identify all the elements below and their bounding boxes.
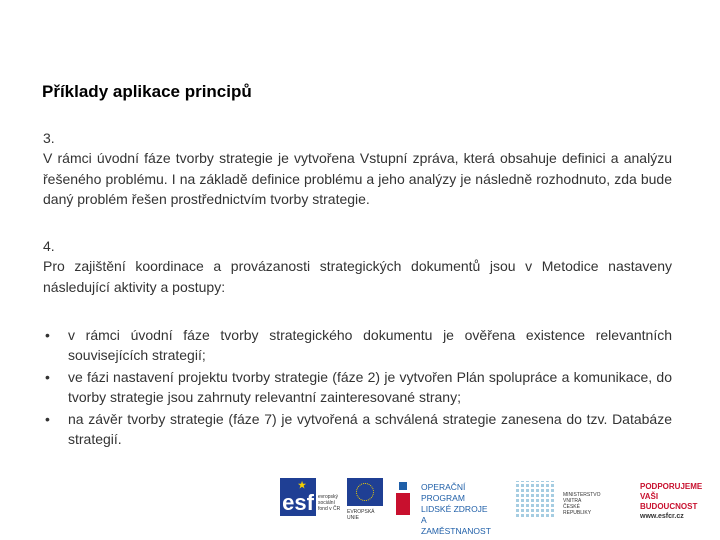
section-number: 4. — [43, 238, 55, 254]
op-text: OPERAČNÍ PROGRAM LIDSKÉ ZDROJE A ZAMĚSTNANOST — [421, 482, 491, 536]
section-text: Pro zajištění koordinace a provázanosti strategických dokumentů jsou v Metodice nastaveny následující aktivity a postupy: — [43, 258, 672, 295]
section-3 — [43, 128, 672, 209]
slogan: PODPORUJEME VAŠI BUDOUCNOST www.esfcr.cz — [640, 482, 703, 520]
section-number: 3. — [43, 130, 55, 146]
esf-text: evropský sociální fond v ČR — [318, 494, 341, 512]
esf-url: www.esfcr.cz — [640, 513, 684, 520]
bullet-list — [45, 325, 672, 451]
op-logo-icon — [396, 482, 410, 516]
eu-flag — [347, 478, 383, 506]
eu-text: EVROPSKÁ UNIE — [347, 509, 375, 521]
mv-logo-icon — [516, 481, 556, 517]
mv-text: MINISTERSTVO VNITRA ČESKÉ REPUBLIKY — [563, 492, 601, 516]
esf-logo: esf ★ — [280, 478, 316, 516]
section-4 — [43, 236, 672, 297]
list-item: • v rámci úvodní fáze tvorby strategického dokumentu je ověřena existence relevantních souvisejících strategií; — [45, 327, 672, 364]
bullet-icon: • — [45, 411, 50, 428]
section-text: V rámci úvodní fáze tvorby strategie je vytvořena Vstupní zpráva, která obsahuje definici a analýzu řešeného problému. I na základě definice problému a jeho analýzy je následně rozhodnuto, zda bude daný problém řešen prostřednictvím tvorby strategie. — [43, 150, 672, 207]
list-item: • na závěr tvorby strategie (fáze 7) je vytvořená a schválená strategie zanesena do tzv. Databáze strategií. — [45, 411, 672, 448]
list-item: • ve fázi nastavení projektu tvorby strategie (fáze 2) je vytvořen Plán spolupráce a komunikace, do tvorby strategie jsou zahrnuty relevantní zainteresované strany; — [45, 369, 672, 406]
bullet-icon: • — [45, 369, 50, 386]
bullet-icon: • — [45, 327, 50, 343]
slide-title: Příklady aplikace principů — [42, 82, 252, 101]
